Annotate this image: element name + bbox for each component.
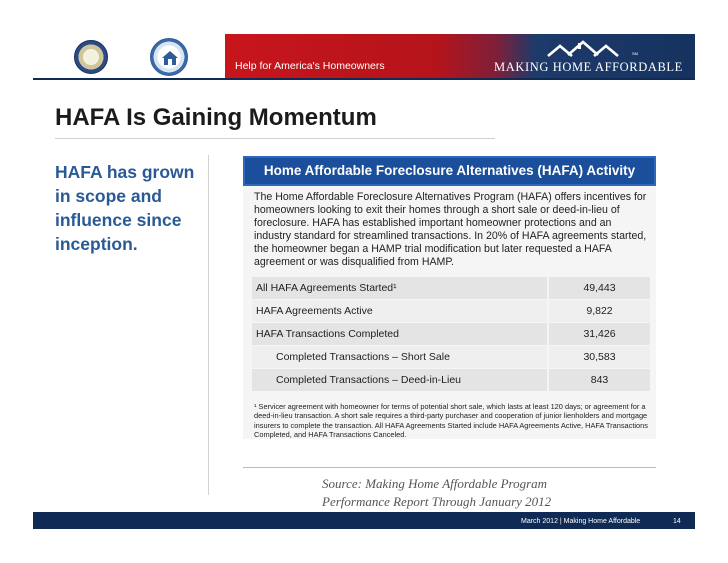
source-citation <box>322 475 622 511</box>
activity-table <box>252 277 650 392</box>
figure-header <box>243 156 656 186</box>
row-value: 9,822 <box>549 300 650 322</box>
table-row <box>252 346 650 369</box>
header-tagline: Help for America's Homeowners <box>235 60 385 72</box>
footer-text: March 2012 | Making Home Affordable <box>521 518 641 525</box>
page-number: 14 <box>673 518 681 525</box>
row-label: All HAFA Agreements Started¹ <box>252 277 547 299</box>
column-divider <box>208 155 209 495</box>
treasury-seal-icon <box>74 40 108 74</box>
header-rule <box>33 78 695 80</box>
brand-wordmark: MAKING HOME AFFORDABLE <box>494 60 683 74</box>
row-label: Completed Transactions – Short Sale <box>252 346 547 368</box>
hafa-activity-figure <box>243 156 656 439</box>
row-value: 843 <box>549 369 650 391</box>
trademark-mark: SM <box>632 51 638 56</box>
table-row <box>252 369 650 392</box>
title-divider <box>55 138 495 139</box>
source-line-1: Source: Making Home Affordable Program <box>322 476 548 491</box>
table-row <box>252 300 650 323</box>
figure-bottom-rule <box>243 467 656 468</box>
source-line-2: Performance Report Through January 2012 <box>322 494 552 509</box>
slide-title: HAFA Is Gaining Momentum <box>55 104 377 131</box>
row-label: HAFA Agreements Active <box>252 300 547 322</box>
row-value: 49,443 <box>549 277 650 299</box>
row-value: 30,583 <box>549 346 650 368</box>
table-row <box>252 323 650 346</box>
hud-seal-icon <box>150 38 188 76</box>
lead-statement: HAFA has grown in scope and influence since inception. <box>55 162 195 254</box>
row-label: Completed Transactions – Deed-in-Lieu <box>252 369 547 391</box>
row-label: HAFA Transactions Completed <box>252 323 547 345</box>
table-row <box>252 277 650 300</box>
figure-title: Home Affordable Foreclosure Alternatives (HAFA) Activity <box>263 163 636 178</box>
row-value: 31,426 <box>549 323 650 345</box>
figure-footnote: ¹ Servicer agreement with homeowner for terms of potential short sale, which lasts at least 120 days; or agreement for a deed-in-lieu transaction. A short sale requires a third-party purchaser and cooperation of junior lienholders and mortgage insurers to complete the transaction. All HAFA Agreements Started include HAFA Agreements Active, HAFA Transactions Completed, and HAFA Transactions Canceled. <box>254 402 648 439</box>
header-logo-area <box>33 34 225 78</box>
figure-description: The Home Affordable Foreclosure Alternatives Program (HAFA) offers incentives for homeowners looking to exit their homes through a short sale or deed-in-lieu of foreclosure. HAFA has established important homeowner protections and an industry standard for streamlined transactions. In 20% of HAFA agreements started, the homeowner began a HAMP trial modification but later requested a HAFA agreement or was disqualified from HAMP. <box>254 191 647 269</box>
